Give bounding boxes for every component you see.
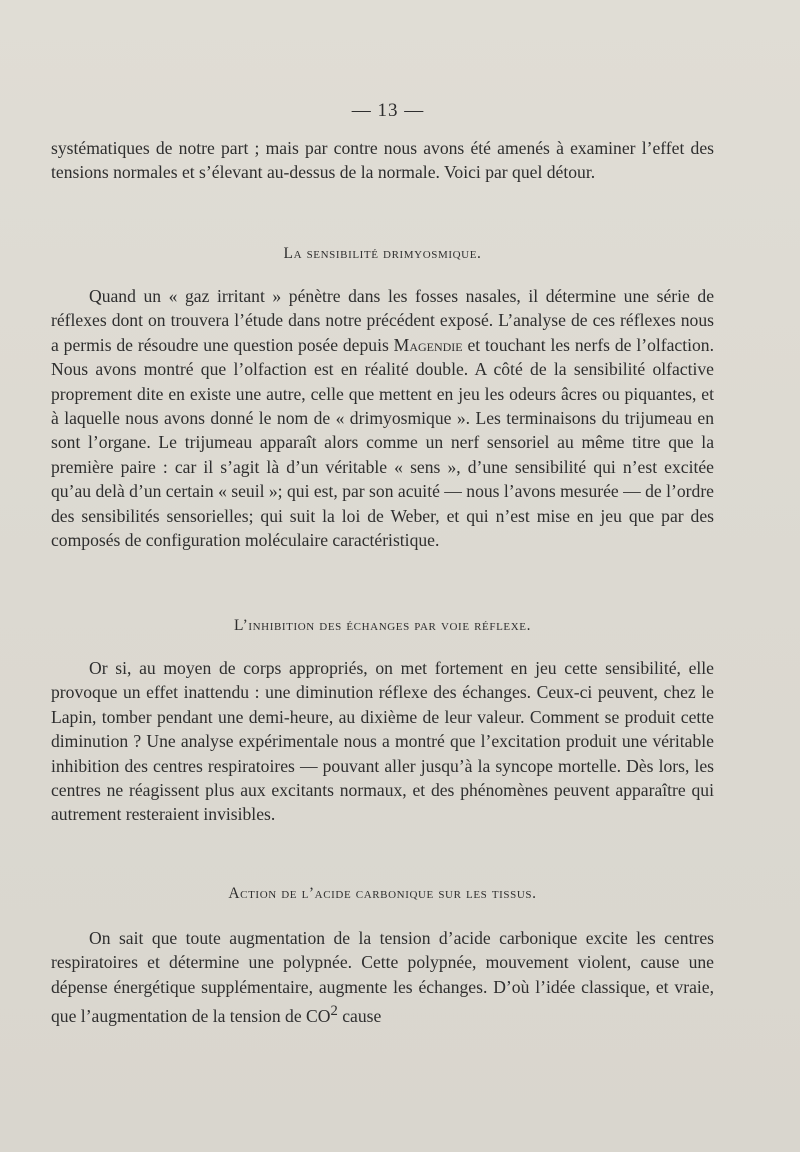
page-number: — 13 — [351, 100, 425, 121]
paragraph-continuation [51, 136, 714, 185]
paragraph-text [51, 926, 714, 1028]
paragraph-text-end: et touchant les nerfs de l’olfaction. Nous avons montré que l’olfaction est en réalité double. A côté de la sensibilité olfactive proprement dite en existe une autre, celle que mettent en jeu les odeurs âcres ou piquantes, et à laquelle nous avons donné le nom de « drimyosmique ». Les terminaisons du trijumeau en sont l’organe. Le trijumeau apparaît alors comme un nerf sensoriel au même titre que la première paire : car il s’agit là d’un véritable « sens », d’une sensibilité qui n’est excitée qu’au delà d’un certain « seuil »; qui est, par son acuité — nous l’avons mesurée — de l’ordre des sensibilités sensorielles; qui suit la loi de Weber, et qui n’est mise en jeu que par des composés de configuration moléculaire caractéristique. [51, 334, 715, 551]
superscript: 2 [330, 1003, 338, 1020]
section-heading-inhibition: L’inhibition des échanges par voie réflexe. [233, 617, 532, 634]
paragraph-text: Or si, au moyen de corps appropriés, on met fortement en jeu cette sensibilité, elle provoque un effet inattendu : une diminution réflexe des échanges. Ceux-ci peuvent, chez le Lapin, tomber pendant une demi-heure, au dixième de leur valeur. Comment se produit cette diminution ? Une analyse expérimentale nous a montré que l’excitation produit une véritable inhibition des centres respiratoires — pouvant aller jusqu’à la syncope mortelle. Dès lors, les centres ne réagissent plus aux excitants normaux, et des phénomènes peuvent apparaître qui autrement resteraient invisibles. [51, 658, 714, 825]
paragraph-text-end: cause [337, 1006, 382, 1027]
section-heading-action: Action de l’acide carbonique sur les tissus. [228, 885, 537, 902]
paragraph-text [51, 284, 714, 552]
paragraph-text: systématiques de notre part ; mais par contre nous avons été amenés à examiner l’effet des tensions normales et s’élevant au-dessus de la normale. Voici par quel détour. [51, 138, 714, 183]
paragraph-text-start: Quand un « gaz irritant » pénètre dans les fosses nasales, il détermine une série de réflexes dont on trouvera l’étude dans notre précédent exposé. L’analyse de ces réflexes nous a permis de résoudre une question posée depuis [51, 286, 714, 355]
paragraph-sensibilite [51, 284, 714, 552]
section-heading-sensibilite: La sensibilité drimyosmique. [283, 245, 482, 262]
paragraph-inhibition [51, 656, 714, 827]
paragraph-action [51, 926, 714, 1028]
paragraph-text-start: On sait que toute augmentation de la tension d’acide carbonique excite les centres respiratoires et détermine une polypnée. Cette polypnée, mouvement violent, cause une dépense énergétique supplémentaire, augmente les échanges. D’où l’idée classique, et vraie, que l’augmentation de la tension de CO [51, 928, 714, 1027]
author-name: Magendie [393, 334, 463, 355]
